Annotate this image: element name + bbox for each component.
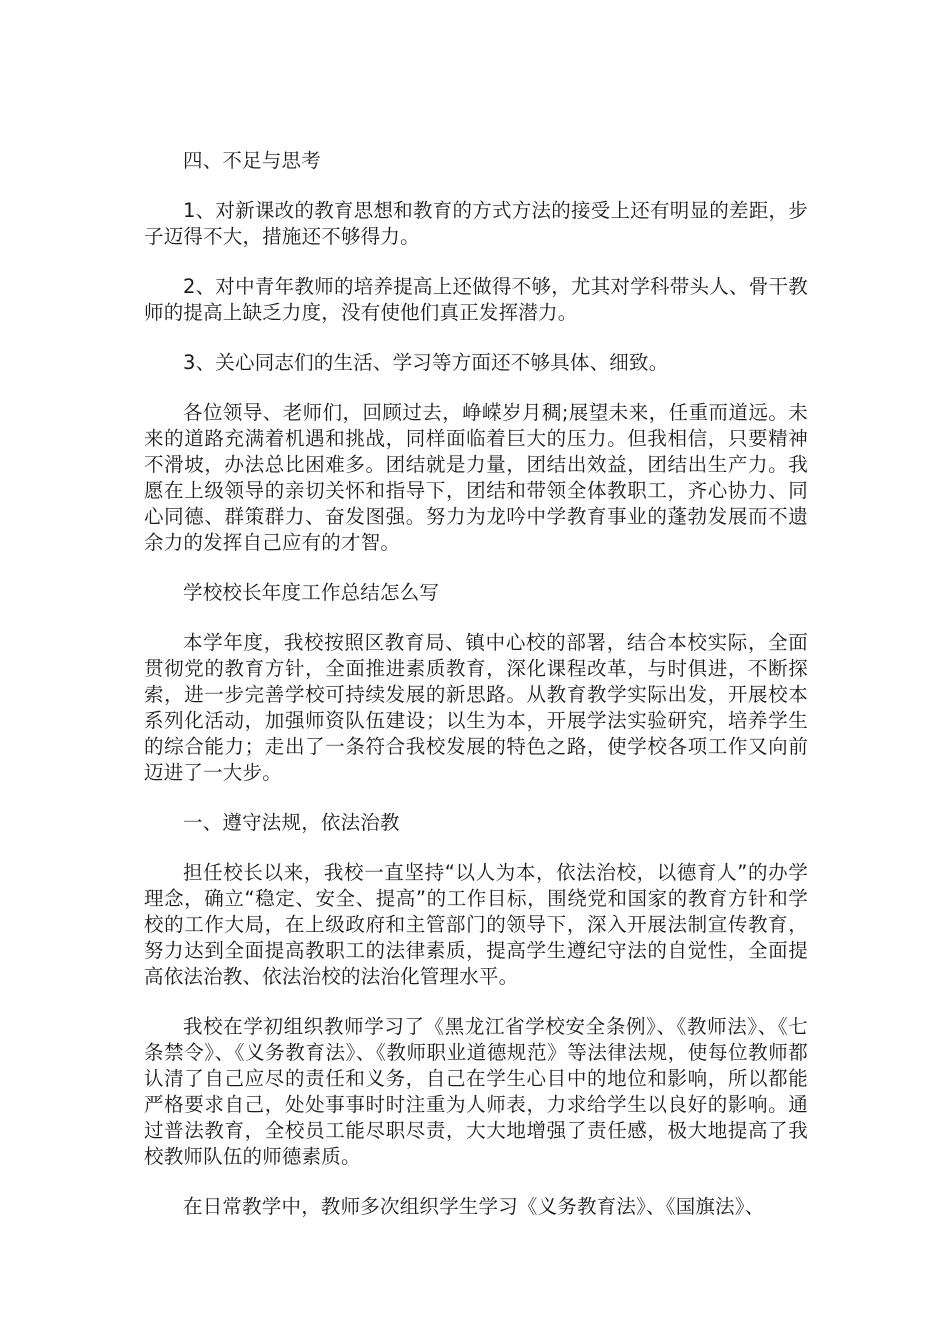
paragraph-law-2: 我校在学初组织教师学习了《黑龙江省学校安全条例》、《教师法》、《七条禁令》、《义务教育法》、《教师职业道德规范》等法律法规，使每位教师都认清了自己应尽的责任和义务，自己在学生心目中的地位和影响，所以都能严格要求自己，处处事事时时注重为人师表，力求给学生以良好的影响。通过普法教育，全校员工能尽职尽责，大大地增强了责任感，极大地提高了我校教师队伍的师德素质。 [144, 1015, 808, 1168]
paragraph-item-1: 1、对新课改的教育思想和教育的方式方法的接受上还有明显的差距，步子迈得不大，措施还不够得力。 [144, 199, 808, 248]
document-page [144, 148, 808, 1244]
section-heading-law: 一、遵守法规，依法治教 [183, 811, 400, 834]
paragraph-closing-remarks: 各位领导、老师们，回顾过去，峥嵘岁月稠;展望未来，任重而道远。未来的道路充满着机遇和挑战，同样面临着巨大的压力。但我相信，只要精神不滑坡，办法总比困难多。团结就是力量，团结出效益，团结出生产力。我愿在上级领导的亲切关怀和指导下，团结和带领全体教职工，齐心协力、同心同德、群策群力、奋发图强。努力为龙吟中学教育事业的蓬勃发展而不遗余力的发挥自己应有的才智。 [144, 401, 808, 554]
paragraph-intro: 本学年度，我校按照区教育局、镇中心校的部署，结合本校实际，全面贯彻党的教育方针，全面推进素质教育，深化课程改革，与时俱进，不断探索，进一步完善学校可持续发展的新思路。从教育教学实际出发，开展校本系列化活动，加强师资队伍建设；以生为本，开展学法实验研究，培养学生的综合能力；走出了一条符合我校发展的特色之路，使学校各项工作又向前迈进了一大步。 [144, 631, 808, 784]
document-title: 学校校长年度工作总结怎么写 [183, 581, 440, 604]
paragraph-law-1: 担任校长以来，我校一直坚持“以人为本，依法治校，以德育人”的办学理念，确立“稳定、安全、提高”的工作目标，围绕党和国家的教育方针和学校的工作大局，在上级政府和主管部门的领导下，深入开展法制宣传教育，努力达到全面提高教职工的法律素质，提高学生遵纪守法的自觉性，全面提高依法治教、依法治校的法治化管理水平。 [144, 861, 808, 988]
section-heading-shortcomings: 四、不足与思考 [183, 149, 321, 172]
paragraph-item-2: 2、对中青年教师的培养提高上还做得不够，尤其对学科带头人、骨干教师的提高上缺乏力度，没有使他们真正发挥潜力。 [144, 275, 808, 324]
paragraph-law-3: 在日常教学中，教师多次组织学生学习《义务教育法》、《国旗法》、 [183, 1195, 765, 1218]
paragraph-item-3: 3、关心同志们的生活、学习等方面还不够具体、细致。 [183, 351, 669, 374]
